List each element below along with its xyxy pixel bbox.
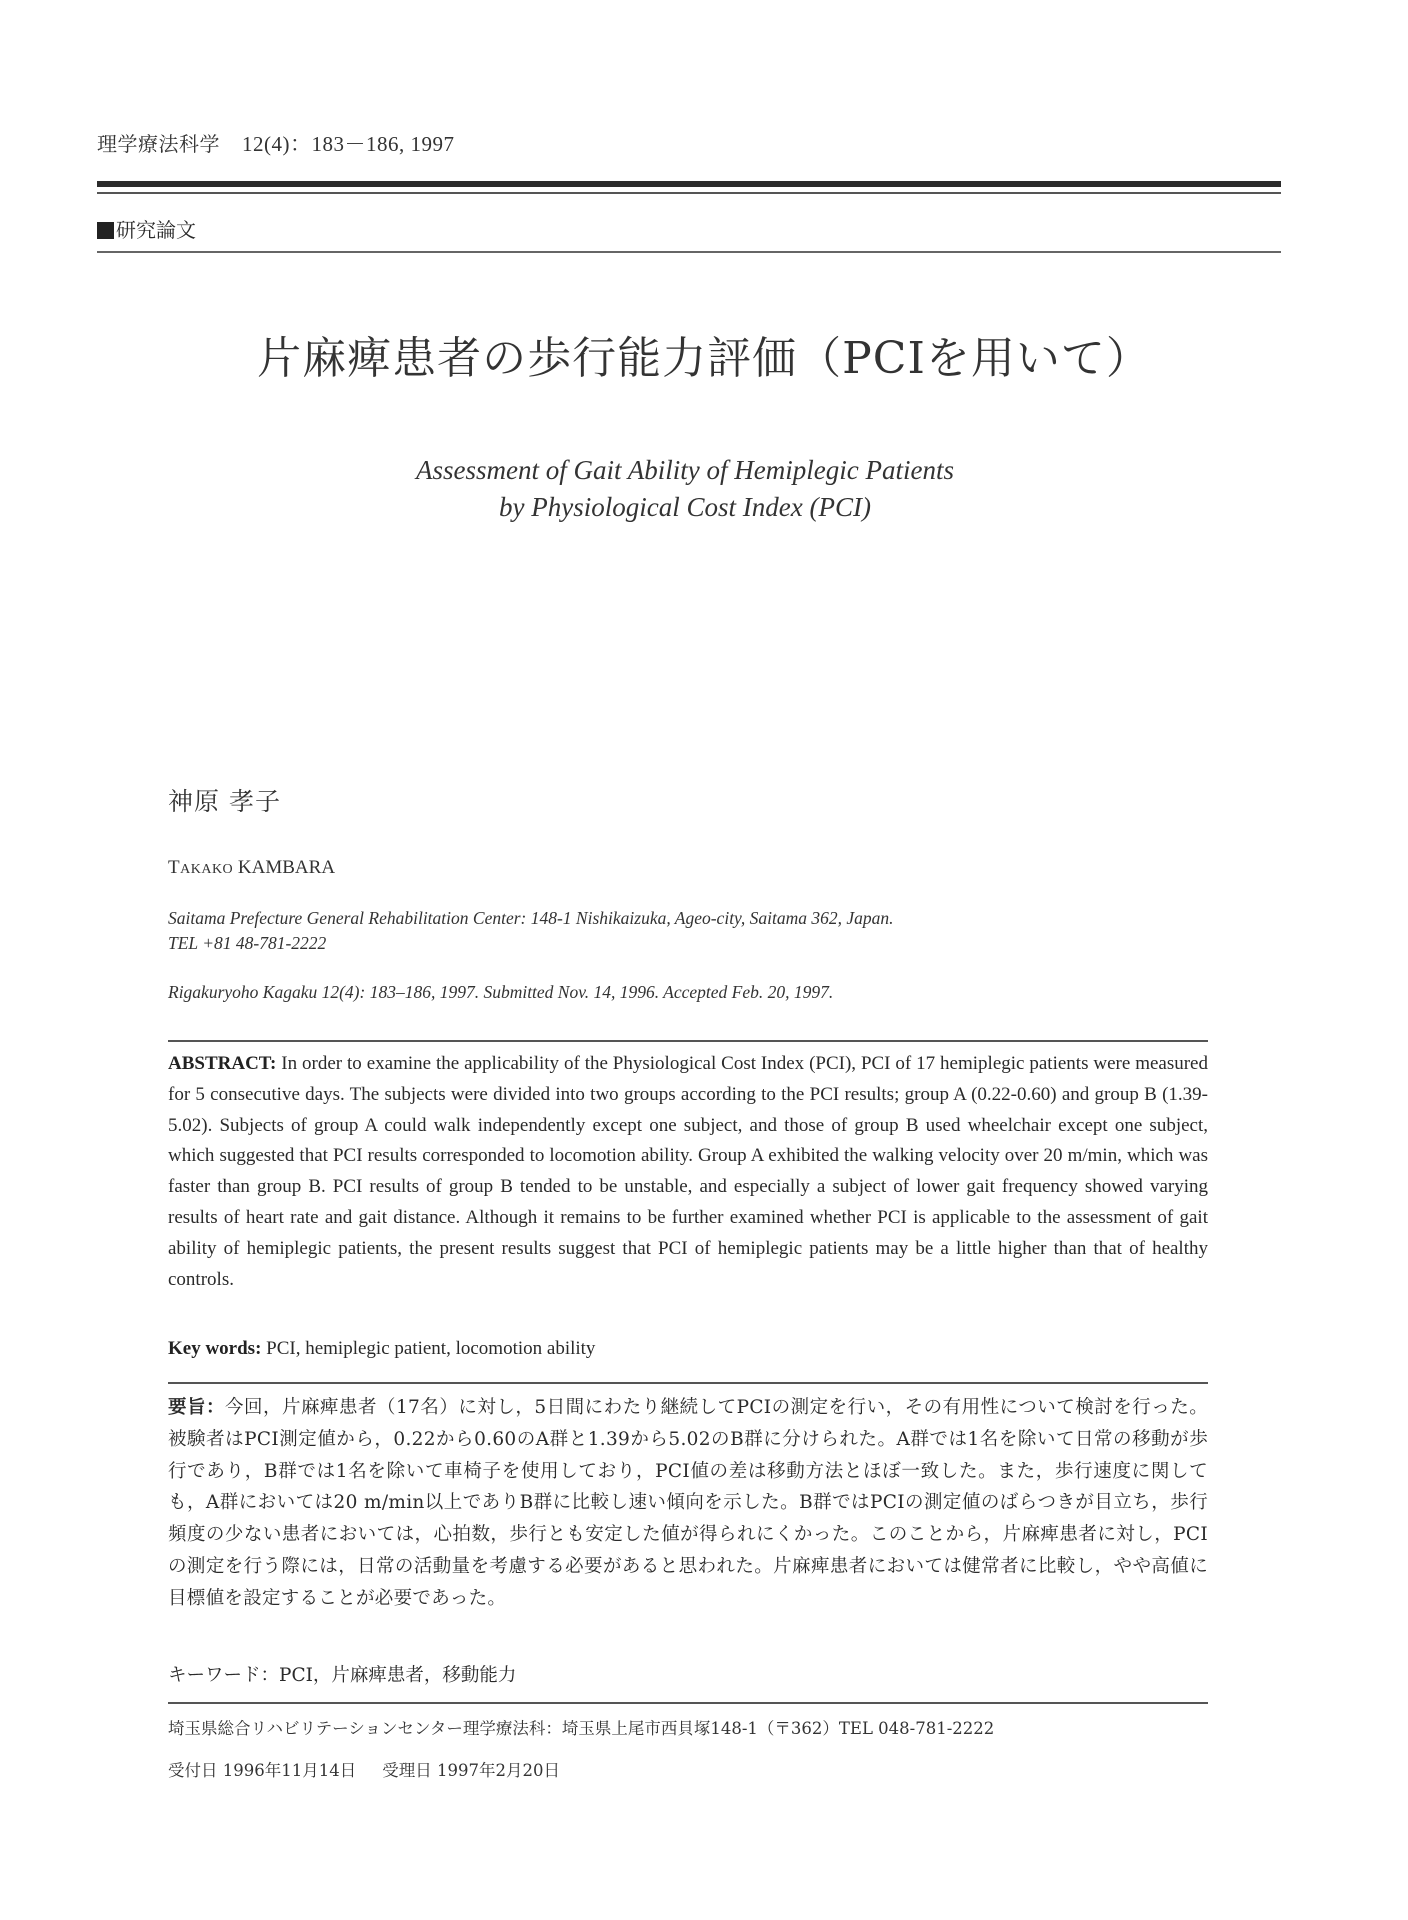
abstract-label: ABSTRACT:: [168, 1053, 277, 1074]
keywords-japanese-text: PCI，片麻痺患者，移動能力: [279, 1665, 517, 1686]
title-english: [0, 452, 1370, 526]
summary-top-rule: [168, 1382, 1208, 1384]
citation-line: Rigakuryoho Kagaku 12(4): 183–186, 1997. Submitted Nov. 14, 1996. Accepted Feb. 20, 1997.: [168, 982, 834, 1002]
keywords-text: PCI, hemiplegic patient, locomotion ability: [261, 1338, 596, 1359]
author-family-name: KAMBARA: [237, 857, 336, 878]
title-english-line-2: by Physiological Cost Index (PCI): [499, 492, 871, 522]
footer-rule: [168, 1702, 1208, 1704]
summary-text: 今回，片麻痺患者（17名）に対し，5日間にわたり継続してPCIの測定を行い，その有用性について検討を行った。被験者はPCI測定値から，0.22から0.60のA群と1.39から5.02のB群に分けられた。A群では1名を除いて日常の移動が歩行であり，B群では1名を除いて車椅子を使用しており，PCI値の差は移動方法とほぼ一致した。また，歩行速度に関しても，A群においては20 m/min以上でありB群に比較し速い傾向を示した。B群ではPCIの測定値のばらつきが目立ち，歩行頻度の少ない患者においては，心拍数，歩行とも安定した値が得られにくかった。このことから，片麻痺患者に対し，PCIの測定を行う際には，日常の活動量を考慮する必要があると思われた。片麻痺患者においては健常者に比較し，やや高値に目標値を設定することが必要であった。: [168, 1397, 1208, 1609]
abstract: [168, 1049, 1208, 1295]
affiliation-phone: TEL +81 48-781-2222: [168, 933, 327, 953]
author-given-name: TAKAKO: [168, 857, 234, 878]
section-rule: [97, 251, 1281, 253]
section-label-text: 研究論文: [116, 218, 196, 242]
keywords-label: Key words:: [168, 1338, 262, 1359]
abstract-top-rule: [168, 1040, 1208, 1042]
journal-name: 理学療法科学: [97, 132, 220, 156]
square-bullet-icon: [97, 222, 114, 239]
footer-dates: [168, 1757, 560, 1781]
header-rule-thick: [97, 181, 1281, 187]
journal-header: [97, 128, 455, 158]
keywords-japanese-label: キーワード：: [168, 1665, 280, 1686]
section-label: [97, 214, 196, 243]
summary-label: 要旨：: [168, 1397, 225, 1418]
affiliation: [168, 906, 893, 956]
footer-address: 埼玉県総合リハビリテーションセンター理学療法科：埼玉県上尾市西貝塚148-1（〒362）TEL 048-781-2222: [168, 1719, 995, 1738]
affiliation-address: Saitama Prefecture General Rehabilitation Center: 148-1 Nishikaizuka, Ageo-city, Saitama 362, Japan.: [168, 908, 894, 928]
title-japanese: 片麻痺患者の歩行能力評価（PCIを用いて）: [257, 333, 1151, 384]
abstract-text: In order to examine the applicability of the Physiological Cost Index (PCI), PCI of 17 hemiplegic patients were measured for 5 consecutive days. The subjects were divided into two groups according to the PCI results; group A (0.22-0.60) and group B (1.39-5.02). Subjects of group A could walk independently except one subject, and those of group B used wheelchair except one subject, which suggested that PCI results corresponded to locomotion ability. Group A exhibited the walking velocity over 20 m/min, which was faster than group B. PCI results of group B tended to be unstable, and especially a subject of lower gait frequency showed varying results of heart rate and gait distance. Although it remains to be further examined whether PCI is applicable to the assessment of gait ability of hemiplegic patients, the present results suggest that PCI of hemiplegic patients may be a little higher than that of healthy controls.: [168, 1053, 1208, 1290]
summary-japanese: [168, 1392, 1208, 1615]
keywords-japanese: [168, 1661, 516, 1687]
title-english-line-1: Assessment of Gait Ability of Hemiplegic Patients: [416, 455, 954, 485]
keywords: [168, 1338, 595, 1360]
received-date: 受付日 1996年11月14日: [168, 1761, 357, 1780]
header-rule-thin: [97, 192, 1281, 194]
author-name-japanese: 神原 孝子: [168, 787, 281, 816]
author-name-english: [168, 857, 335, 879]
accepted-date: 受理日 1997年2月20日: [382, 1761, 560, 1780]
journal-volume-pages: 12(4)：183－186, 1997: [242, 132, 455, 156]
